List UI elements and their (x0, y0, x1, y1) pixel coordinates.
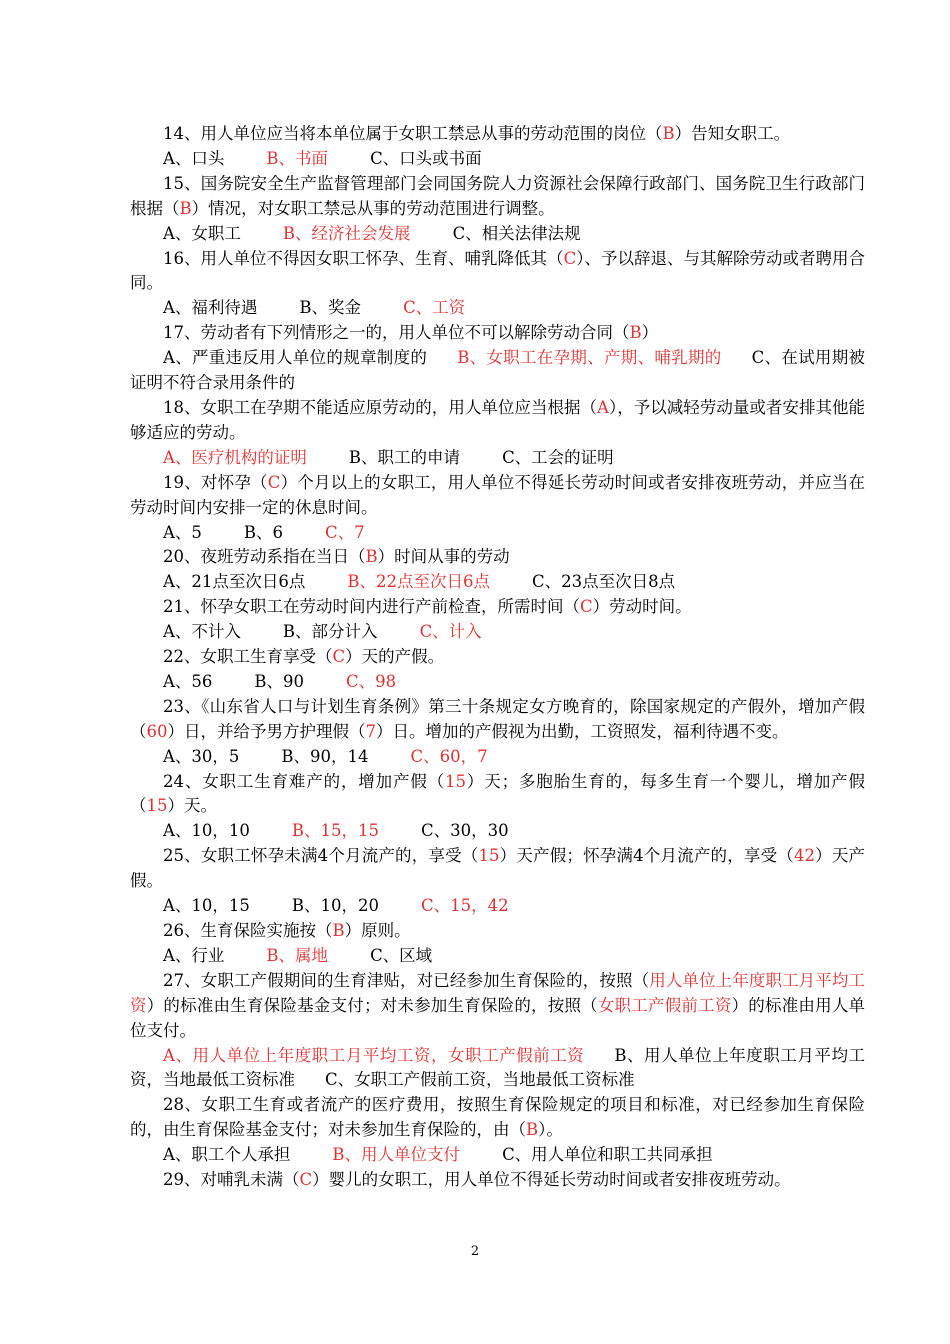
option: A、30，5 (163, 746, 240, 766)
question-text: 28、女职工生育或者流产的医疗费用，按照生育保险规定的项目和标准，对已经参加生育保险的，由生育保险基金支付；对未参加生育保险的，由（ (130, 1095, 865, 1140)
question-text: ）个月以上的女职工，用人单位不得延长劳动时间或者安排夜班劳动，并应当在劳动时间内安排一定的休息时间。 (130, 472, 866, 517)
answer-key: 15 (146, 796, 168, 816)
option-row (130, 570, 865, 595)
option: C、相关法律法规 (452, 223, 581, 243)
correct-option: B、书面 (266, 148, 329, 168)
question-text: 20、夜班劳动系指在当日（ (163, 547, 366, 567)
option: C、口头或书面 (370, 148, 482, 168)
correct-option: C、计入 (419, 622, 482, 642)
correct-option: B、经济社会发展 (282, 223, 411, 243)
option: B、奖金 (299, 298, 362, 318)
question-stem (130, 396, 865, 446)
question-text: 22、女职工生育享受（ (163, 647, 333, 667)
option: A、10，15 (163, 896, 250, 916)
question-text: ）情况，对女职工禁忌从事的劳动范围进行调整。 (191, 198, 555, 218)
question-text: ）告知女职工。 (674, 124, 791, 143)
question-text: ）婴儿的女职工，用人单位不得延长劳动时间或者安排夜班劳动。 (312, 1170, 791, 1190)
answer-key: B (662, 124, 675, 143)
question-text: ）的标准由用人单位支付。 (130, 995, 866, 1040)
answer-key: A (597, 397, 609, 417)
answer-key: 60 (146, 721, 168, 741)
question-text: ）天产假；怀孕满4个月流产的，享受（ (499, 846, 794, 866)
correct-option: B、属地 (266, 945, 329, 965)
question-stem (130, 122, 865, 147)
correct-option: B、女职工在孕期、产期、哺乳期的 (457, 348, 722, 368)
option: A、女职工 (163, 223, 241, 243)
question-text: ），予以减轻劳动量或者安排其他能够适应的劳动。 (130, 397, 866, 442)
option: C、用人单位和职工共同承担 (502, 1145, 713, 1165)
question-text: 16、用人单位不得因女职工怀孕、生育、哺乳降低其（ (163, 248, 564, 268)
question-text: ）天。 (167, 796, 217, 816)
option: C、工会的证明 (502, 447, 614, 467)
option: B、10，20 (291, 896, 380, 916)
question-stem (130, 471, 865, 521)
option-row (130, 670, 865, 695)
option-row (130, 147, 865, 172)
option-row (130, 745, 865, 770)
correct-option: C、15，42 (421, 896, 509, 916)
answer-key: B (365, 547, 378, 567)
option: A、不计入 (163, 622, 241, 642)
option: B、职工的申请 (348, 447, 461, 467)
option-row (130, 944, 865, 969)
option: B、6 (243, 522, 284, 542)
question-text: 17、劳动者有下列情形之一的，用人单位不可以解除劳动合同（ (163, 323, 630, 343)
option-row (130, 446, 865, 471)
question-list (130, 122, 865, 1193)
option-row (130, 620, 865, 645)
answer-key: B (526, 1120, 539, 1140)
question-text: ）天的产假。 (345, 647, 445, 667)
question-stem (130, 969, 865, 1044)
question-text: 14、用人单位应当将本单位属于女职工禁忌从事的劳动范围的岗位（ (163, 124, 663, 143)
answer-key: C (299, 1170, 313, 1190)
option: A、福利待遇 (163, 298, 258, 318)
question-text: 23、《山东省人口与计划生育条例》第三十条规定女方晚育的，除国家规定的产假外，增加产假（ (130, 696, 865, 741)
question-text: 26、生育保险实施按（ (163, 921, 333, 940)
question-text: 29、对哺乳未满（ (163, 1170, 300, 1190)
option: A、严重违反用人单位的规章制度的 (163, 348, 428, 368)
option: A、口头 (163, 148, 225, 168)
question-text: 19、对怀孕（ (163, 472, 268, 492)
question-stem (130, 321, 865, 346)
question-stem (130, 645, 865, 670)
correct-option: B、用人单位支付 (332, 1145, 461, 1165)
option-row (130, 346, 865, 396)
question-stem (130, 595, 865, 620)
question-text: ）天；多胞胎生育的，每多生育一个婴儿，增加产假（ (130, 771, 866, 816)
option-row (130, 521, 865, 546)
option: B、90 (254, 671, 305, 691)
answer-key: 用人单位上年度职工月平均工资 (130, 970, 866, 1015)
option: C、在试用期被证明不符合录用条件的 (130, 348, 865, 393)
option: C、23点至次日8点 (532, 572, 676, 592)
correct-option: B、22点至次日6点 (347, 572, 491, 592)
option-row (130, 222, 865, 247)
option: B、90，14 (281, 746, 369, 766)
option: B、用人单位上年度职工月平均工资，当地最低工资标准 (130, 1045, 865, 1090)
option: A、56 (163, 671, 213, 691)
correct-option: C、60，7 (410, 746, 488, 766)
correct-option: A、用人单位上年度职工月平均工资，女职工产假前工资 (163, 1045, 585, 1065)
option: C、女职工产假前工资，当地最低工资标准 (325, 1070, 635, 1090)
option: A、10，10 (163, 821, 250, 841)
option-row (130, 894, 865, 919)
option: A、职工个人承担 (163, 1145, 291, 1165)
answer-key: B (179, 198, 192, 218)
question-text: 15、国务院安全生产监督管理部门会同国务院人力资源社会保障行政部门、国务院卫生行政部门根据（ (130, 173, 865, 218)
question-text: ）日。增加的产假视为出勤，工资照发，福利待遇不变。 (376, 721, 789, 741)
correct-option: C、工资 (403, 298, 466, 318)
question-stem (130, 247, 865, 297)
question-text: ）时间从事的劳动 (377, 547, 510, 567)
answer-key: B (629, 323, 642, 343)
question-text: 27、女职工产假期间的生育津贴，对已经参加生育保险的，按照（ (163, 970, 650, 990)
question-text: 25、女职工怀孕未满4个月流产的，享受（ (163, 846, 479, 866)
question-text: ）。 (538, 1120, 563, 1140)
page-number: 2 (470, 1244, 480, 1259)
answer-key: 7 (365, 721, 376, 741)
option: A、21点至次日6点 (163, 572, 306, 592)
question-stem (130, 770, 865, 820)
question-text: ）日，并给予男方护理假（ (167, 721, 366, 741)
answer-key: C (267, 472, 281, 492)
option: C、30，30 (421, 821, 509, 841)
question-text: 21、怀孕女职工在劳动时间内进行产前检查，所需时间（ (163, 597, 580, 617)
correct-option: C、7 (325, 522, 365, 542)
option-row (130, 819, 865, 844)
option-row (130, 1143, 865, 1168)
question-stem (130, 919, 865, 944)
question-text: ）的标准由生育保险基金支付；对未参加生育保险的，按照（ (146, 995, 598, 1015)
question-text: ）、予以辞退、与其解除劳动或者聘用合同。 (130, 248, 866, 293)
document-body (130, 122, 865, 1193)
question-text: ）原则。 (344, 921, 411, 940)
question-text: 18、女职工在孕期不能适应原劳动的，用人单位应当根据（ (163, 397, 598, 417)
question-text: ）劳动时间。 (592, 597, 692, 617)
answer-key: 女职工产假前工资 (597, 995, 732, 1015)
question-stem (130, 844, 865, 894)
answer-key: 15 (478, 846, 500, 866)
answer-key: C (332, 647, 346, 667)
answer-key: C (580, 597, 593, 617)
option: C、区域 (370, 945, 433, 965)
answer-key: C (563, 248, 577, 268)
question-stem (130, 695, 865, 745)
option-row (130, 1044, 865, 1094)
correct-option: C、98 (346, 671, 397, 691)
answer-key: 15 (445, 771, 467, 791)
question-text: 24、女职工生育难产的，增加产假（ (163, 771, 446, 791)
option-row (130, 296, 865, 321)
question-text: ） (641, 323, 659, 343)
question-stem (130, 545, 865, 570)
question-text: ）天产假。 (130, 846, 866, 891)
answer-key: 42 (793, 846, 815, 866)
correct-option: A、医疗机构的证明 (163, 447, 307, 467)
option: A、5 (163, 522, 202, 542)
question-stem (130, 1168, 865, 1193)
option: B、部分计入 (282, 622, 378, 642)
question-stem (130, 1093, 865, 1143)
answer-key: B (332, 921, 345, 940)
correct-option: B、15，15 (291, 821, 380, 841)
option: A、行业 (163, 945, 225, 965)
question-stem (130, 172, 865, 222)
